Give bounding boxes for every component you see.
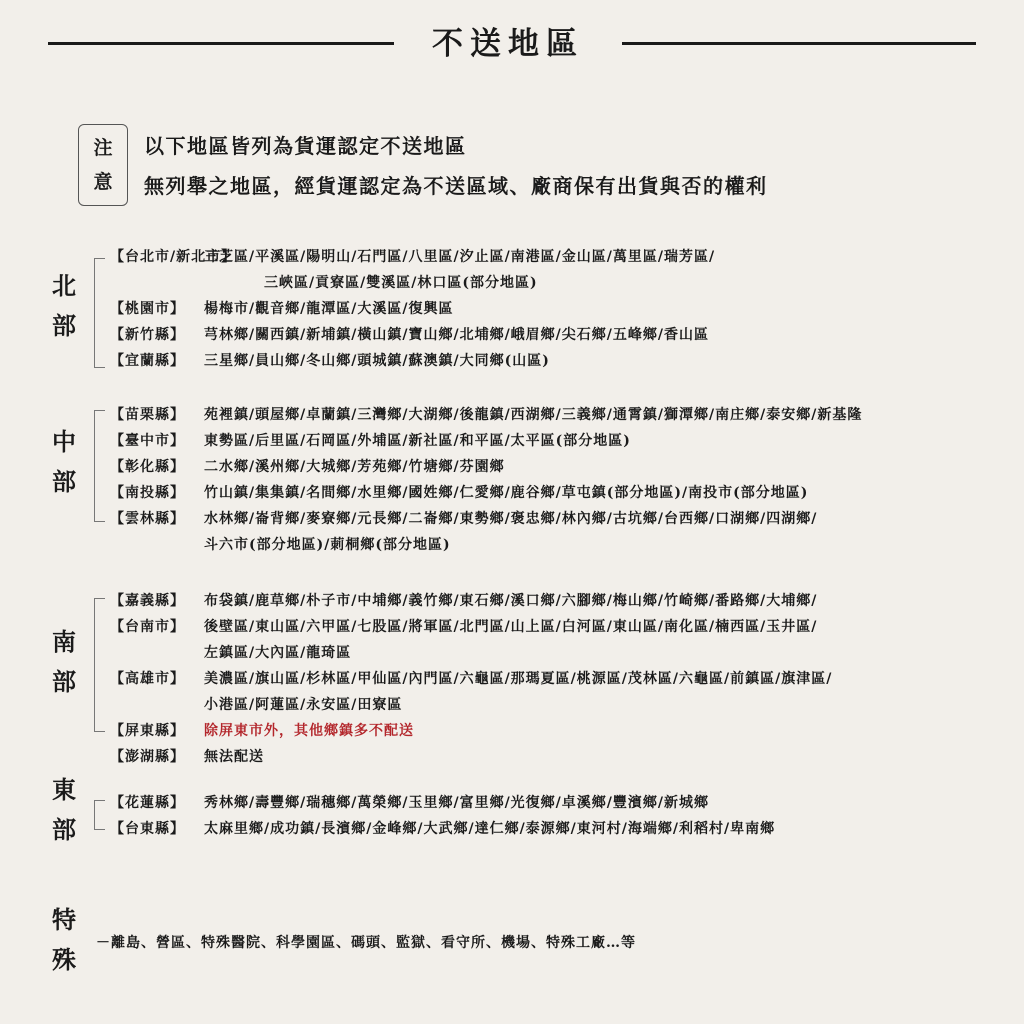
region-label-char: 部 bbox=[52, 815, 76, 844]
district-value: 無法配送 bbox=[204, 749, 264, 765]
region-label-char: 部 bbox=[52, 667, 76, 696]
district-value: 水林鄉/崙背鄉/麥寮鄉/元長鄉/二崙鄉/東勢鄉/褒忠鄉/林內鄉/古坑鄉/台西鄉/口湖鄉/四湖鄉/ bbox=[204, 511, 818, 527]
district-key: 【台東縣】 bbox=[110, 821, 185, 837]
district-value: 小港區/阿蓮區/永安區/田寮區 bbox=[204, 697, 403, 713]
region-label-char: 部 bbox=[52, 467, 76, 496]
notice-badge-char-2: 意 bbox=[93, 171, 113, 193]
region-label-south bbox=[36, 622, 92, 702]
list-item bbox=[204, 640, 351, 666]
bracket-central bbox=[94, 410, 105, 522]
region-label-char: 殊 bbox=[52, 945, 76, 974]
title-divider-right bbox=[622, 42, 976, 45]
list-item bbox=[204, 692, 402, 718]
list-item bbox=[204, 532, 451, 558]
region-label-char: 南 bbox=[52, 627, 76, 656]
district-key: 【台北市/新北市】 bbox=[110, 249, 237, 265]
district-key: 【新竹縣】 bbox=[110, 327, 185, 343]
district-value: 三芝區/平溪區/陽明山/石門區/八里區/汐止區/南港區/金山區/萬里區/瑞芳區/ bbox=[204, 249, 716, 265]
region-label-special bbox=[36, 900, 92, 980]
district-value: 楊梅市/觀音鄉/龍潭區/大溪區/復興區 bbox=[204, 301, 454, 317]
notice-line-1: 以下地區皆列為貨運認定不送地區 bbox=[144, 134, 467, 158]
title-divider-left bbox=[48, 42, 394, 45]
district-value: 布袋鎮/鹿草鄉/朴子市/中埔鄉/義竹鄉/東石鄉/溪口鄉/六腳鄉/梅山鄉/竹崎鄉/番路鄉/大埔鄉/ bbox=[204, 593, 818, 609]
bracket-south bbox=[94, 598, 105, 732]
district-value-highlight: 除屏東市外，其他鄉鎮多不配送 bbox=[204, 723, 414, 739]
district-key: 【臺中市】 bbox=[110, 433, 185, 449]
list-item bbox=[264, 270, 538, 296]
district-key: 【嘉義縣】 bbox=[110, 593, 185, 609]
region-label-char: 特 bbox=[52, 905, 76, 934]
district-value: 左鎮區/大內區/龍琦區 bbox=[204, 645, 352, 661]
district-key: 【苗栗縣】 bbox=[110, 407, 185, 423]
district-value: 東勢區/后里區/石岡區/外埔區/新社區/和平區/太平區(部分地區) bbox=[204, 433, 631, 449]
district-value: 秀林鄉/壽豐鄉/瑞穗鄉/萬榮鄉/玉里鄉/富里鄉/光復鄉/卓溪鄉/豐濱鄉/新城鄉 bbox=[204, 795, 710, 811]
region-label-central bbox=[36, 422, 92, 502]
district-value: 竹山鎮/集集鎮/名間鄉/水里鄉/國姓鄉/仁愛鄉/鹿谷鄉/草屯鎮(部分地區)/南投市(部分地區) bbox=[204, 485, 809, 501]
title-row bbox=[48, 22, 976, 66]
district-value: 後壁區/東山區/六甲區/七股區/將軍區/北門區/山上區/白河區/東山區/南化區/楠西區/玉井區/ bbox=[204, 619, 818, 635]
district-key: 【宜蘭縣】 bbox=[110, 353, 185, 369]
district-value: 美濃區/旗山區/杉林區/甲仙區/內門區/六龜區/那瑪夏區/桃源區/茂林區/六龜區/前鎮區/旗津區/ bbox=[204, 671, 833, 687]
district-value: 太麻里鄉/成功鎮/長濱鄉/金峰鄉/大武鄉/達仁鄉/泰源鄉/東河村/海端鄉/利稻村/卑南鄉 bbox=[204, 821, 776, 837]
region-label-char: 部 bbox=[52, 311, 76, 340]
district-key: 【台南市】 bbox=[110, 619, 185, 635]
region-label-north bbox=[36, 266, 92, 346]
district-key: 【雲林縣】 bbox=[110, 511, 185, 527]
special-areas-text: －離島、營區、特殊醫院、科學園區、碼頭、監獄、看守所、機場、特殊工廠…等 bbox=[96, 935, 636, 951]
district-key: 【屏東縣】 bbox=[110, 723, 185, 739]
bracket-north bbox=[94, 258, 105, 368]
district-key: 【南投縣】 bbox=[110, 485, 185, 501]
notice-badge-char-1: 注 bbox=[93, 137, 113, 159]
region-label-east bbox=[36, 770, 92, 850]
region-label-char: 中 bbox=[52, 427, 76, 456]
district-key: 【花蓮縣】 bbox=[110, 795, 185, 811]
district-value: 芎林鄉/關西鎮/新埔鎮/橫山鎮/寶山鄉/北埔鄉/峨眉鄉/尖石鄉/五峰鄉/香山區 bbox=[204, 327, 710, 343]
district-key: 【桃園市】 bbox=[110, 301, 185, 317]
district-value: 苑裡鎮/頭屋鄉/卓蘭鎮/三灣鄉/大湖鄉/後龍鎮/西湖鄉/三義鄉/通霄鎮/獅潭鄉/南庄鄉/泰安鄉/新基隆 bbox=[204, 407, 863, 423]
page-title: 不送地區 bbox=[432, 26, 584, 62]
district-value: 三星鄉/員山鄉/冬山鄉/頭城鎮/蘇澳鎮/大同鄉(山區) bbox=[204, 353, 550, 369]
notice-badge bbox=[78, 124, 128, 206]
notice-line-2: 無列舉之地區，經貨運認定為不送區域、廠商保有出貨與否的權利 bbox=[144, 174, 768, 198]
district-value: 斗六市(部分地區)/莿桐鄉(部分地區) bbox=[204, 537, 451, 553]
bracket-east bbox=[94, 800, 105, 830]
district-key: 【彰化縣】 bbox=[110, 459, 185, 475]
region-label-char: 東 bbox=[52, 775, 76, 804]
district-value: 二水鄉/溪州鄉/大城鄉/芳苑鄉/竹塘鄉/芬園鄉 bbox=[204, 459, 505, 475]
region-label-char: 北 bbox=[52, 271, 76, 300]
district-key: 【澎湖縣】 bbox=[110, 749, 185, 765]
district-key: 【高雄市】 bbox=[110, 671, 185, 687]
district-value: 三峽區/貢寮區/雙溪區/林口區(部分地區) bbox=[264, 275, 538, 291]
